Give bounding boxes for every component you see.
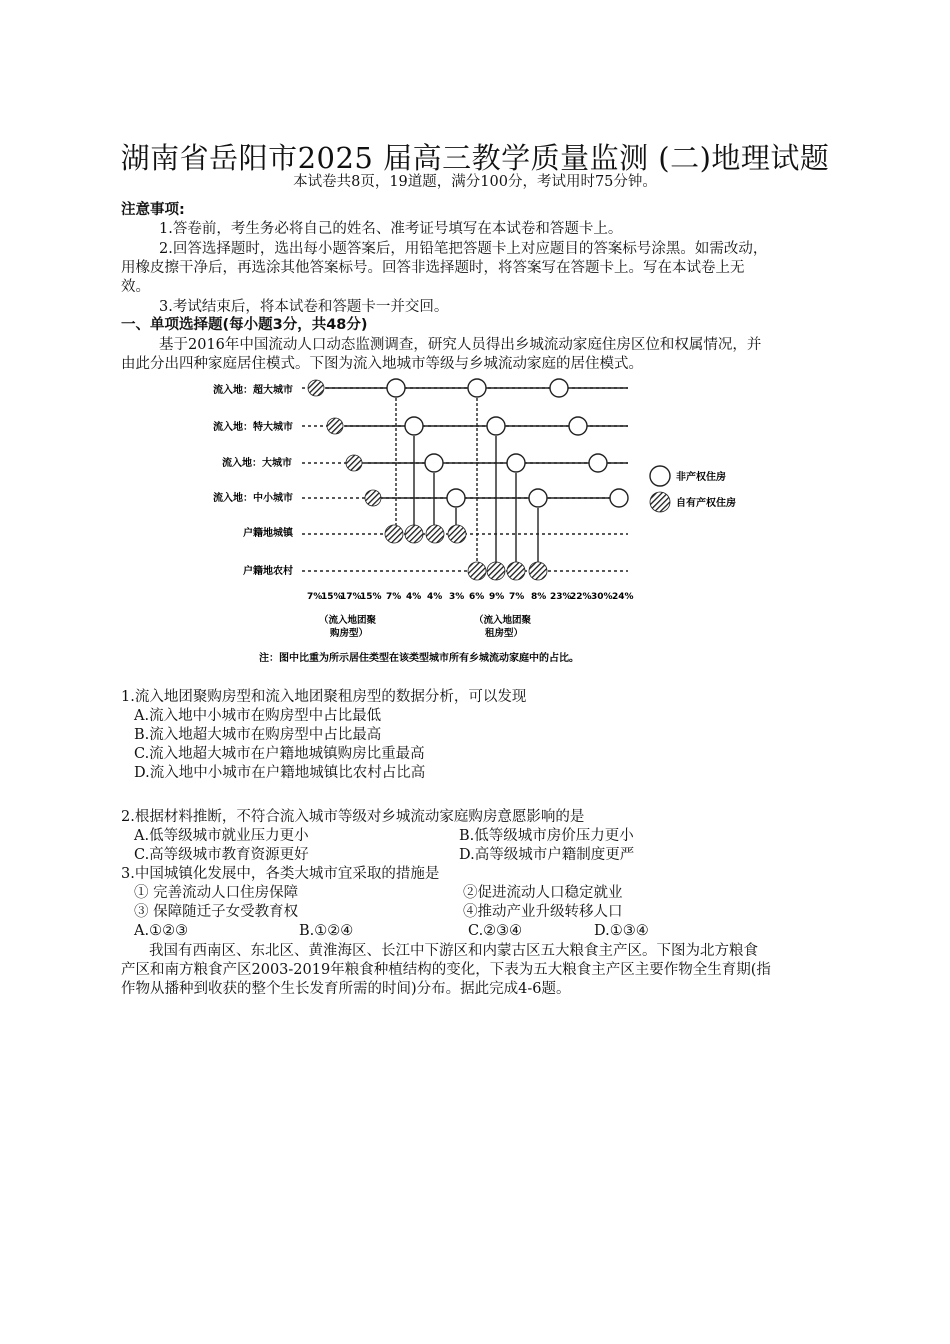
- q2-option-c: C.高等级城市教育资源更好: [134, 847, 309, 863]
- own-home-town-4: [448, 525, 466, 543]
- residence-mode-diagram: [200, 372, 760, 672]
- pct-14: 22%: [570, 592, 592, 602]
- rent-small-city-3: [610, 489, 628, 507]
- q3-option-b: B.①②④: [299, 923, 354, 939]
- pct-16: 24%: [612, 592, 634, 602]
- passage-2-line-2: 产区和南方粮食产区2003-2019年粮食种植结构的变化，下表为五大粮食主产区主要作物全生育期(指: [121, 962, 771, 978]
- group-rent-label-line-2: 租房型）: [485, 628, 524, 639]
- group-buy-label-line-2: 购房型）: [330, 628, 369, 639]
- q1-option-d: D.流入地中小城市在户籍地城镇比农村占比高: [134, 765, 426, 781]
- rent-mega-city-3: [569, 417, 587, 435]
- legend-own-label: 自有产权住房: [676, 498, 736, 509]
- row-label-hukou-town: 户籍地城镇: [243, 528, 293, 539]
- rent-small-city-2: [529, 489, 547, 507]
- passage-2-line-3: 作物从播种到收获的整个生长发育所需的时间)分布。据此完成4-6题。: [121, 981, 571, 997]
- rent-large-city-1: [425, 454, 443, 472]
- row-label-large-city: 流入地：大城市: [222, 458, 292, 469]
- own-home-town-2: [405, 525, 423, 543]
- q3-item-1: ① 完善流动人口住房保障: [134, 885, 299, 901]
- q2-option-a: A.低等级城市就业压力更小: [134, 828, 309, 844]
- q3-stem: 3.中国城镇化发展中，各类大城市宜采取的措施是: [121, 866, 440, 882]
- pct-3: 17%: [340, 592, 362, 602]
- pct-12: 8%: [531, 592, 547, 602]
- notice-item-3: 3.考试结束后，将本试卷和答题卡一并交回。: [159, 299, 449, 315]
- rent-large-city-2: [507, 454, 525, 472]
- pct-11: 7%: [509, 592, 525, 602]
- pct-4: 15%: [360, 592, 382, 602]
- pct-8: 3%: [449, 592, 465, 602]
- pct-6: 4%: [406, 592, 422, 602]
- rent-small-city-1: [447, 489, 465, 507]
- page-subtitle: 本试卷共8页，19道题，满分100分，考试用时75分钟。: [293, 174, 657, 190]
- rent-large-city-3: [589, 454, 607, 472]
- q2-option-b: B.低等级城市房价压力更小: [459, 828, 634, 844]
- notice-item-2-line-2: 用橡皮擦干净后，再选涂其他答案标号。回答非选择题时，将答案写在答题卡上。写在本试卷上无: [121, 260, 745, 276]
- figure-note: 注：图中比重为所示居住类型在该类型城市所有乡城流动家庭中的占比。: [259, 653, 579, 664]
- pct-15: 30%: [591, 592, 613, 602]
- group-rent-label-line-1: （流入地团聚: [474, 615, 532, 626]
- pct-2: 15%: [321, 592, 343, 602]
- q1-option-b: B.流入地超大城市在购房型中占比最高: [134, 727, 382, 743]
- row-label-mega-city: 流入地：特大城市: [213, 422, 293, 433]
- pct-9: 6%: [469, 592, 485, 602]
- own-home-town-1: [385, 525, 403, 543]
- own-home-small-city: [365, 490, 381, 506]
- notice-item-2-line-1: 2.回答选择题时，选出每小题答案后，用铅笔把答题卡上对应题目的答案标号涂黑。如需改动，: [159, 241, 768, 257]
- legend-rent-label: 非产权住房: [676, 472, 726, 483]
- legend-own-icon: [650, 492, 670, 512]
- row-label-hukou-village: 户籍地农村: [243, 566, 293, 577]
- pct-10: 9%: [489, 592, 505, 602]
- own-home-super-city: [308, 380, 324, 396]
- pct-5: 7%: [386, 592, 402, 602]
- rent-super-city-2: [468, 379, 486, 397]
- q1-option-a: A.流入地中小城市在购房型中占比最低: [134, 708, 382, 724]
- own-home-town-3: [426, 525, 444, 543]
- q3-option-d: D.①③④: [594, 923, 649, 939]
- passage-2-line-1: 我国有西南区、东北区、黄淮海区、长江中下游区和内蒙古区五大粮食主产区。下图为北方粮食: [149, 943, 758, 959]
- own-home-village-4: [529, 562, 547, 580]
- pct-13: 23%: [550, 592, 572, 602]
- q1-option-c: C.流入地超大城市在户籍地城镇购房比重最高: [134, 746, 425, 762]
- q3-option-a: A.①②③: [134, 923, 189, 939]
- section-1-heading: 一、单项选择题(每小题3分，共48分): [121, 317, 368, 333]
- own-home-mega-city: [327, 418, 343, 434]
- page-title: 湖南省岳阳市2025 届高三教学质量监测 (二)地理试题: [120, 141, 830, 175]
- rent-mega-city-1: [405, 417, 423, 435]
- notice-item-2-line-3: 效。: [121, 279, 150, 295]
- q2-stem: 2.根据材料推断，不符合流入城市等级对乡城流动家庭购房意愿影响的是: [121, 809, 585, 825]
- section-1-intro-line-1: 基于2016年中国流动人口动态监测调查，研究人员得出乡城流动家庭住房区位和权属情况，并: [159, 337, 762, 353]
- rent-super-city-1: [387, 379, 405, 397]
- row-lines: [302, 388, 628, 571]
- q3-item-4: ④推动产业升级转移人口: [463, 904, 623, 920]
- group-buy-label-line-1: （流入地团聚: [319, 615, 377, 626]
- q3-option-c: C.②③④: [468, 923, 523, 939]
- rent-mega-city-2: [487, 417, 505, 435]
- rent-super-city-3: [550, 379, 568, 397]
- own-home-large-city: [346, 455, 362, 471]
- pct-7: 4%: [427, 592, 443, 602]
- legend-rent-icon: [650, 466, 670, 486]
- row-label-small-city: 流入地：中小城市: [213, 493, 293, 504]
- q2-option-d: D.高等级城市户籍制度更严: [459, 847, 635, 863]
- row-label-super-city: 流入地：超大城市: [213, 385, 293, 396]
- own-home-village-2: [487, 562, 505, 580]
- q1-stem: 1.流入地团聚购房型和流入地团聚租房型的数据分析，可以发现: [121, 689, 527, 705]
- q3-item-2: ②促进流动人口稳定就业: [463, 885, 623, 901]
- own-home-village-3: [507, 562, 525, 580]
- pct-1: 7%: [307, 592, 323, 602]
- section-1-intro-line-2: 由此分出四种家庭居住模式。下图为流入地城市等级与乡城流动家庭的居住模式。: [121, 356, 643, 372]
- notice-heading: 注意事项:: [121, 202, 185, 218]
- q3-item-3: ③ 保障随迁子女受教育权: [134, 904, 299, 920]
- notice-item-1: 1.答卷前，考生务必将自己的姓名、准考证号填写在本试卷和答题卡上。: [159, 221, 623, 237]
- own-home-village-1: [468, 562, 486, 580]
